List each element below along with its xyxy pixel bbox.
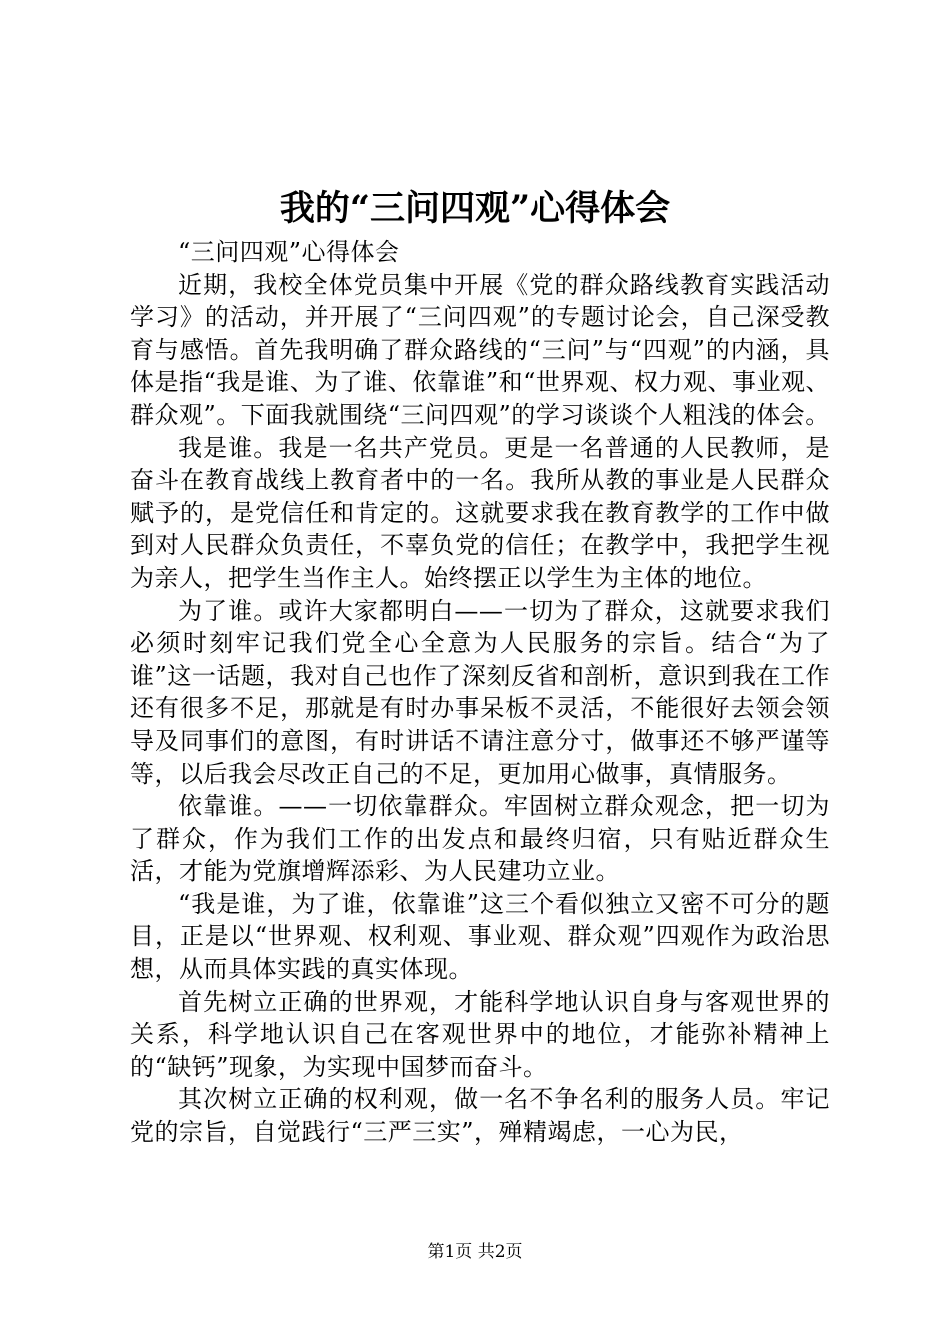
paragraph-world-view: 首先树立正确的世界观，才能科学地认识自身与客观世界的关系，科学地认识自己在客观世界中的地位，才能弥补精神上的“缺钙”现象，为实现中国梦而奋斗。 bbox=[130, 987, 830, 1081]
paragraph-subtitle: “三问四观”心得体会 bbox=[178, 238, 400, 266]
document-title: 我的“三问四观”心得体会 bbox=[279, 188, 671, 229]
paragraph-three-questions: “我是谁，为了谁，依靠谁”这三个看似独立又密不可分的题目，正是以“世界观、权利观、事业观、群众观”四观作为政治思想，从而具体实践的真实体现。 bbox=[130, 889, 830, 984]
paragraph-for-whom: 为了谁。或许大家都明白——一切为了群众，这就要求我们必须时刻牢记我们党全心全意为人民服务的宗旨。结合“为了谁”这一话题，我对自己也作了深刻反省和剖析，意识到我在工作还有很多不足，那就是有时办事呆板不灵活，不能很好去领会领导及同事们的意图，有时讲话不请注意分寸，做事还不够严谨等等，以后我会尽改正自己的不足，更加用心做事，真情服务。 bbox=[130, 596, 830, 788]
paragraph-rely-on-whom: 依靠谁。——一切依靠群众。牢固树立群众观念，把一切为了群众，作为我们工作的出发点和最终归宿，只有贴近群众生活，才能为党旗增辉添彩、为人民建功立业。 bbox=[130, 792, 830, 886]
paragraph-intro: 近期，我校全体党员集中开展《党的群众路线教育实践活动学习》的活动，并开展了“三问四观”的专题讨论会，自己深受教育与感悟。首先我明确了群众路线的“三问”与“四观”的内涵，具体是指“我是谁、为了谁、依靠谁”和“世界观、权力观、事业观、群众观”。下面我就围绕“三问四观”的学习谈谈个人粗浅的体会。 bbox=[130, 270, 830, 429]
page-number-footer: 第1页 共2页 bbox=[427, 1242, 523, 1262]
document-body bbox=[130, 236, 830, 1149]
paragraph-who-am-i: 我是谁。我是一名共产党员。更是一名普通的人民教师，是奋斗在教育战线上教育者中的一名。我所从教的事业是人民群众赋予的，是党信任和肯定的。这就要求我在教育教学的工作中做到对人民群众负责任，不辜负党的信任；在教学中，我把学生视为亲人，把学生当作主人。始终摆正以学生为主体的地位。 bbox=[130, 433, 830, 592]
paragraph-power-view: 其次树立正确的权利观，做一名不争名利的服务人员。牢记党的宗旨，自觉践行“三严三实”，殚精竭虑，一心为民， bbox=[130, 1085, 830, 1147]
